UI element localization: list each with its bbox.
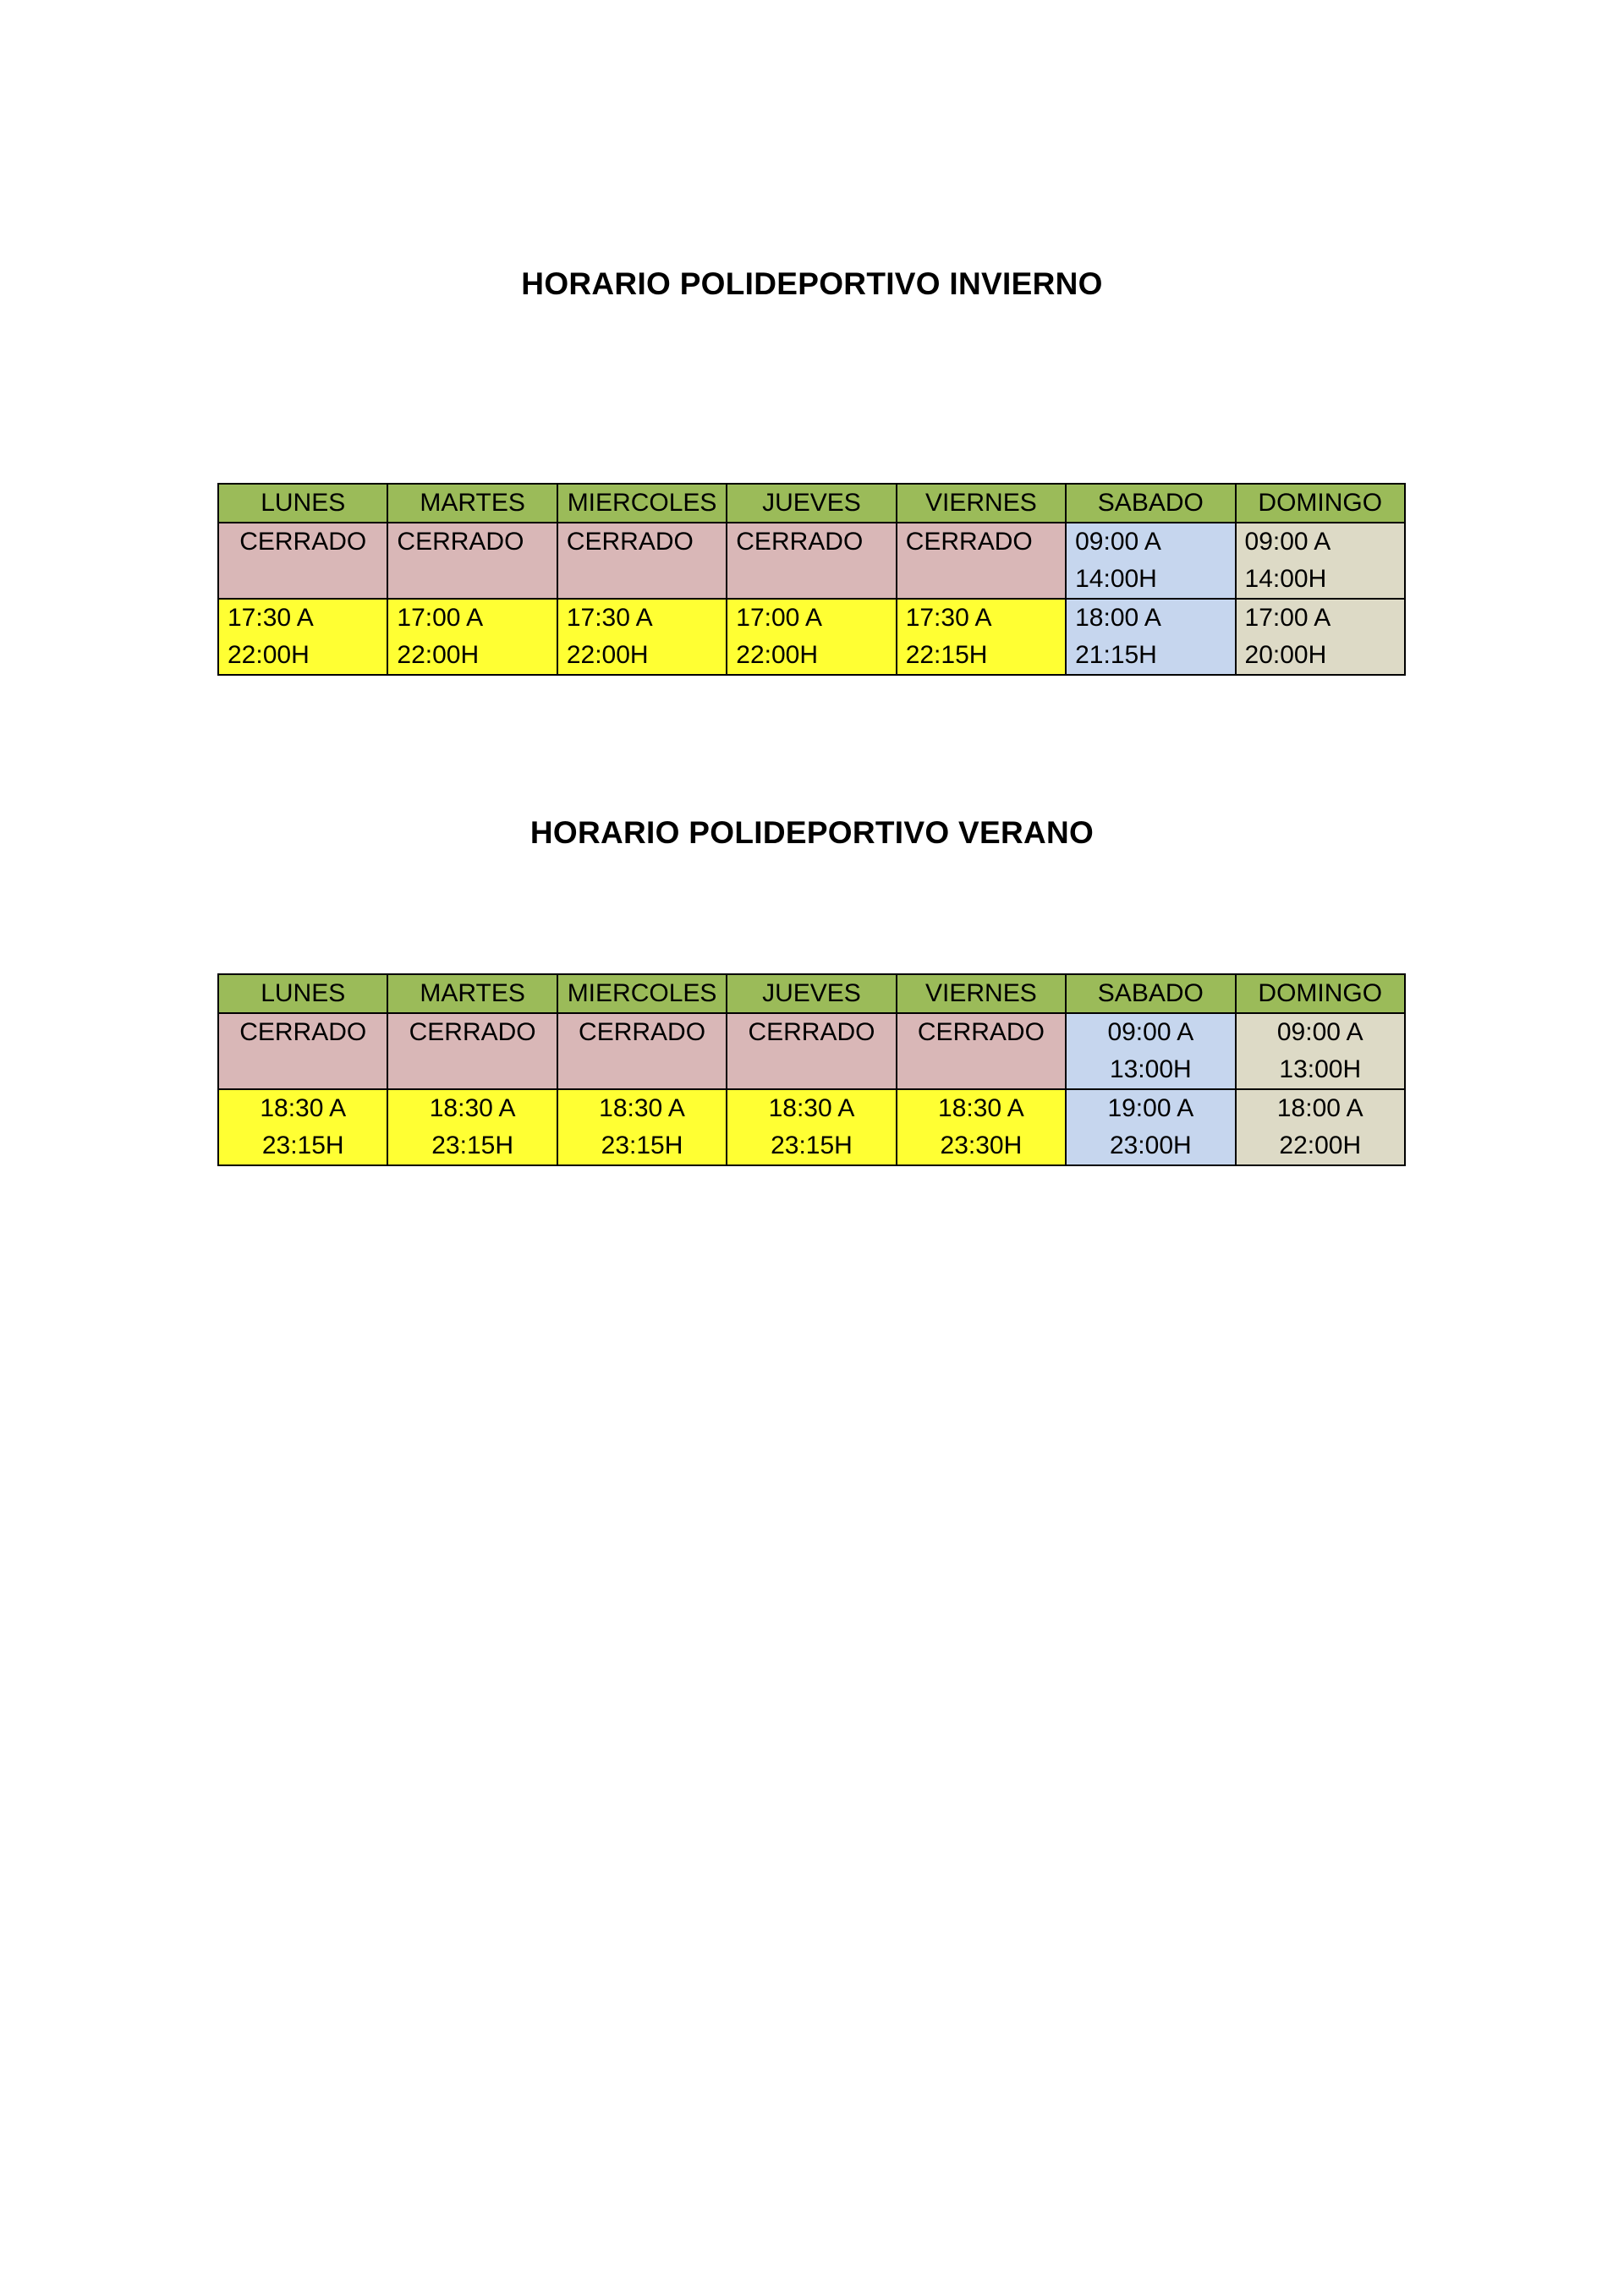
day-header-miercoles: MIERCOLES	[557, 974, 727, 1013]
schedule-cell: CERRADO	[897, 1013, 1066, 1089]
day-header-martes: MARTES	[387, 484, 557, 523]
day-header-domingo: DOMINGO	[1236, 484, 1405, 523]
schedule-cell: CERRADO	[557, 1013, 727, 1089]
winter-title: HORARIO POLIDEPORTIVO INVIERNO	[521, 266, 1103, 301]
schedule-cell: CERRADO	[897, 523, 1066, 599]
day-header-viernes: VIERNES	[897, 484, 1066, 523]
schedule-cell: CERRADO	[557, 523, 727, 599]
schedule-cell: CERRADO	[727, 523, 896, 599]
table-row	[218, 1013, 1405, 1089]
schedule-cell: 17:00 A 20:00H	[1236, 599, 1405, 675]
schedule-cell: 17:30 A 22:00H	[557, 599, 727, 675]
day-header-viernes: VIERNES	[897, 974, 1066, 1013]
schedule-cell: 18:30 A 23:15H	[387, 1089, 557, 1165]
schedule-cell: CERRADO	[218, 523, 387, 599]
schedule-cell: 18:30 A 23:15H	[218, 1089, 387, 1165]
table-row	[218, 1089, 1405, 1165]
day-header-sabado: SABADO	[1066, 484, 1235, 523]
schedule-cell: 18:00 A 22:00H	[1236, 1089, 1405, 1165]
day-header-domingo: DOMINGO	[1236, 974, 1405, 1013]
day-header-miercoles: MIERCOLES	[557, 484, 727, 523]
day-header-lunes: LUNES	[218, 974, 387, 1013]
schedule-cell: 17:30 A 22:00H	[218, 599, 387, 675]
schedule-cell: CERRADO	[218, 1013, 387, 1089]
schedule-cell: CERRADO	[727, 1013, 896, 1089]
schedule-cell: 09:00 A 13:00H	[1066, 1013, 1235, 1089]
schedule-cell: 17:00 A 22:00H	[727, 599, 896, 675]
day-header-martes: MARTES	[387, 974, 557, 1013]
schedule-cell: 09:00 A 14:00H	[1236, 523, 1405, 599]
schedule-cell: 18:30 A 23:15H	[727, 1089, 896, 1165]
schedule-cell: 18:30 A 23:15H	[557, 1089, 727, 1165]
table-header-row	[218, 974, 1405, 1013]
day-header-lunes: LUNES	[218, 484, 387, 523]
day-header-jueves: JUEVES	[727, 974, 896, 1013]
day-header-sabado: SABADO	[1066, 974, 1235, 1013]
schedule-cell: 19:00 A 23:00H	[1066, 1089, 1235, 1165]
schedule-cell: 18:30 A 23:30H	[897, 1089, 1066, 1165]
schedule-cell: 18:00 A 21:15H	[1066, 599, 1235, 675]
table-header-row	[218, 484, 1405, 523]
schedule-cell: 17:30 A 22:15H	[897, 599, 1066, 675]
schedule-cell: 09:00 A 14:00H	[1066, 523, 1235, 599]
schedule-cell: CERRADO	[387, 523, 557, 599]
schedule-cell: 17:00 A 22:00H	[387, 599, 557, 675]
schedule-cell: 09:00 A 13:00H	[1236, 1013, 1405, 1089]
table-row	[218, 599, 1405, 675]
day-header-jueves: JUEVES	[727, 484, 896, 523]
summer-schedule-table	[217, 973, 1406, 1166]
table-row	[218, 523, 1405, 599]
summer-title: HORARIO POLIDEPORTIVO VERANO	[529, 815, 1095, 850]
schedule-cell: CERRADO	[387, 1013, 557, 1089]
winter-schedule-table	[217, 483, 1406, 676]
